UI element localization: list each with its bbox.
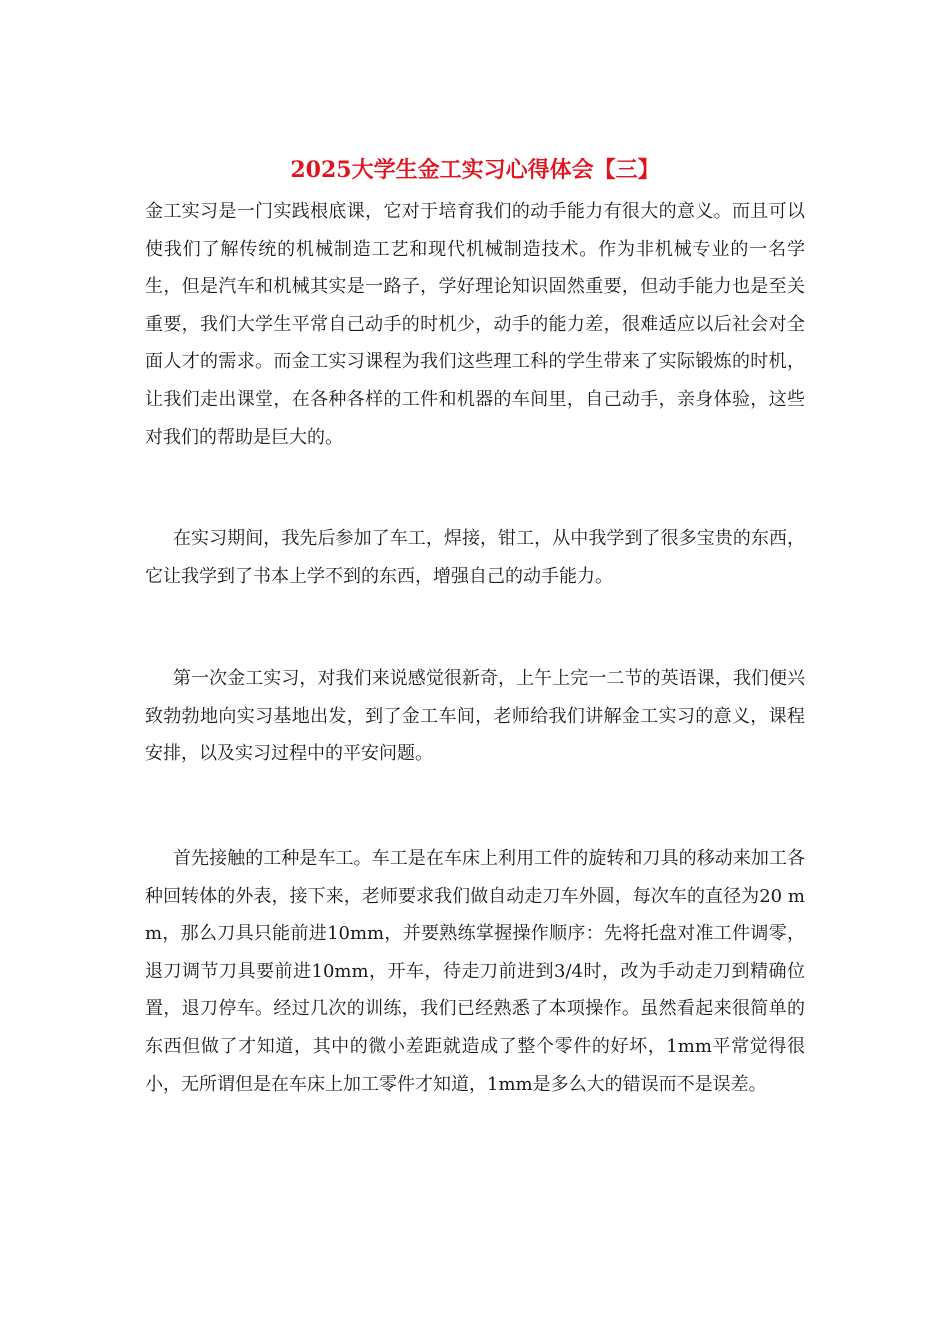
paragraph-first-practice: 第一次金工实习，对我们来说感觉很新奇，上午上完一二节的英语课，我们便兴致勃勃地向实习基地出发，到了金工车间，老师给我们讲解金工实习的意义，课程安排，以及实习过程中的平安问题。 xyxy=(145,668,805,765)
document-title: 2025大学生金工实习心得体会【三】 xyxy=(290,157,660,183)
paragraph-intro: 金工实习是一门实践根底课，它对于培育我们的动手能力有很大的意义。而且可以使我们了解传统的机械制造工艺和现代机械制造技术。作为非机械专业的一名学生，但是汽车和机械其实是一路子，学好理论知识固然重要，但动手能力也是至关重要，我们大学生平常自己动手的时机少，动手的能力差，很难适应以后社会对全面人才的需求。而金工实习课程为我们这些理工科的学生带来了实际锻炼的时机，让我们走出课堂，在各种各样的工件和机器的车间里，自己动手，亲身体验，这些对我们的帮助是巨大的。 xyxy=(145,201,805,448)
paragraph-lathe-work: 首先接触的工种是车工。车工是在车床上利用工件的旋转和刀具的移动来加工各种回转体的外表，接下来，老师要求我们做自动走刀车外圆，每次车的直径为20 mm，那么刀具只能前进10mm，并要熟练掌握操作顺序：先将托盘对准工件调零，退刀调节刀具要前进10mm，开车，待走刀前进到3/4时，改为手动走刀到精确位置，退刀停车。经过几次的训练，我们已经熟悉了本项操作。虽然看起来很简单的东西但做了才知道，其中的微小差距就造成了整个零件的好坏，1mm平常觉得很小，无所谓但是在车床上加工零件才知道，1mm是多么大的错误而不是误差。 xyxy=(145,848,805,1095)
paragraph-internship-period: 在实习期间，我先后参加了车工，焊接，钳工，从中我学到了很多宝贵的东西，它让我学到了书本上学不到的东西，增强自己的动手能力。 xyxy=(145,528,805,587)
